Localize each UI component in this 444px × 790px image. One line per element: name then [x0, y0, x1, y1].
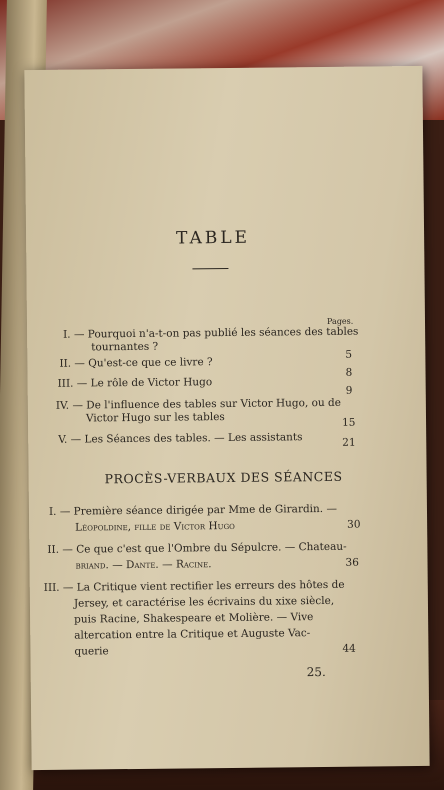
- toc-entry-2-page: 8: [345, 366, 353, 379]
- toc-entry-1-page: 5: [345, 348, 353, 361]
- toc-entry-3: [58, 376, 213, 391]
- seance-entry-1-line1: I. — Première séance dirigée par Mme de Girardin. —: [48, 502, 338, 518]
- seance-entry-3-line2: Jersey, et caractérise les écrivains du xixe siècle,: [73, 594, 335, 610]
- seance-entry-2-page: 36: [345, 556, 359, 569]
- seance-entry-1: [49, 503, 337, 519]
- seance-entry-2-cont: [75, 558, 211, 572]
- toc-entry-1-cont: [91, 341, 158, 355]
- seance-entry-3-line5: querie: [74, 645, 109, 658]
- toc-entry-4-line1: IV. — De l'influence des tables sur Victor Hugo, ou de: [55, 396, 342, 412]
- section-heading: PROCÈS-VERBAUX DES SÉANCES: [104, 468, 343, 487]
- page-number: 25.: [306, 664, 326, 680]
- seance-entry-2-line2: briand. — Dante. — Racine.: [75, 558, 212, 572]
- toc-entry-1-line1: I. — Pourquoi n'a-t-on pas publié les séances des tables: [63, 325, 359, 341]
- book-page: [24, 66, 429, 770]
- seance-entry-2-line1: II. — Ce que c'est que l'Ombre du Sépulcre. — Chateau-: [47, 540, 347, 556]
- toc-entry-5: [58, 431, 302, 447]
- seance-entry-3-cont2: [74, 611, 313, 627]
- toc-entry-2-line1: II. — Qu'est-ce que ce livre ?: [59, 356, 213, 370]
- seance-entry-1-line2: Léopoldine, fille de Victor Hugo: [75, 519, 235, 534]
- seance-entry-3-line1: III. — La Critique vient rectifier les erreurs des hôtes de: [43, 578, 345, 594]
- toc-entry-3-line1: III. — Le rôle de Victor Hugo: [57, 376, 213, 390]
- seance-entry-3-cont1: [74, 595, 334, 611]
- toc-entry-2: [59, 356, 212, 371]
- seance-entry-1-cont: [75, 520, 235, 535]
- seance-entry-3-cont4: [74, 645, 108, 658]
- seance-entry-2: [47, 541, 346, 557]
- toc-entry-3-page: 9: [345, 384, 353, 397]
- pages-column-label: Pages.: [326, 316, 354, 326]
- toc-entry-1-line2: tournantes ?: [91, 340, 159, 354]
- toc-entry-4-cont: [86, 411, 225, 425]
- seance-entry-3-cont3: [74, 627, 310, 642]
- toc-entry-1: [63, 326, 358, 342]
- seance-entry-3: [44, 579, 345, 595]
- seance-entry-1-page: 30: [347, 518, 361, 531]
- toc-entry-5-line1: V. — Les Séances des tables. — Les assistants: [58, 431, 303, 446]
- seance-entry-3-page: 44: [342, 642, 356, 655]
- toc-entry-4-page: 15: [341, 416, 356, 429]
- page-title: TABLE: [176, 227, 251, 249]
- toc-entry-4-line2: Victor Hugo sur les tables: [85, 411, 225, 425]
- seance-entry-3-line3: puis Racine, Shakespeare et Molière. — Vive: [74, 611, 314, 626]
- toc-entry-5-page: 21: [342, 436, 356, 449]
- title-rule: [192, 268, 228, 269]
- seance-entry-3-line4: altercation entre la Critique et Auguste Vac-: [74, 627, 311, 642]
